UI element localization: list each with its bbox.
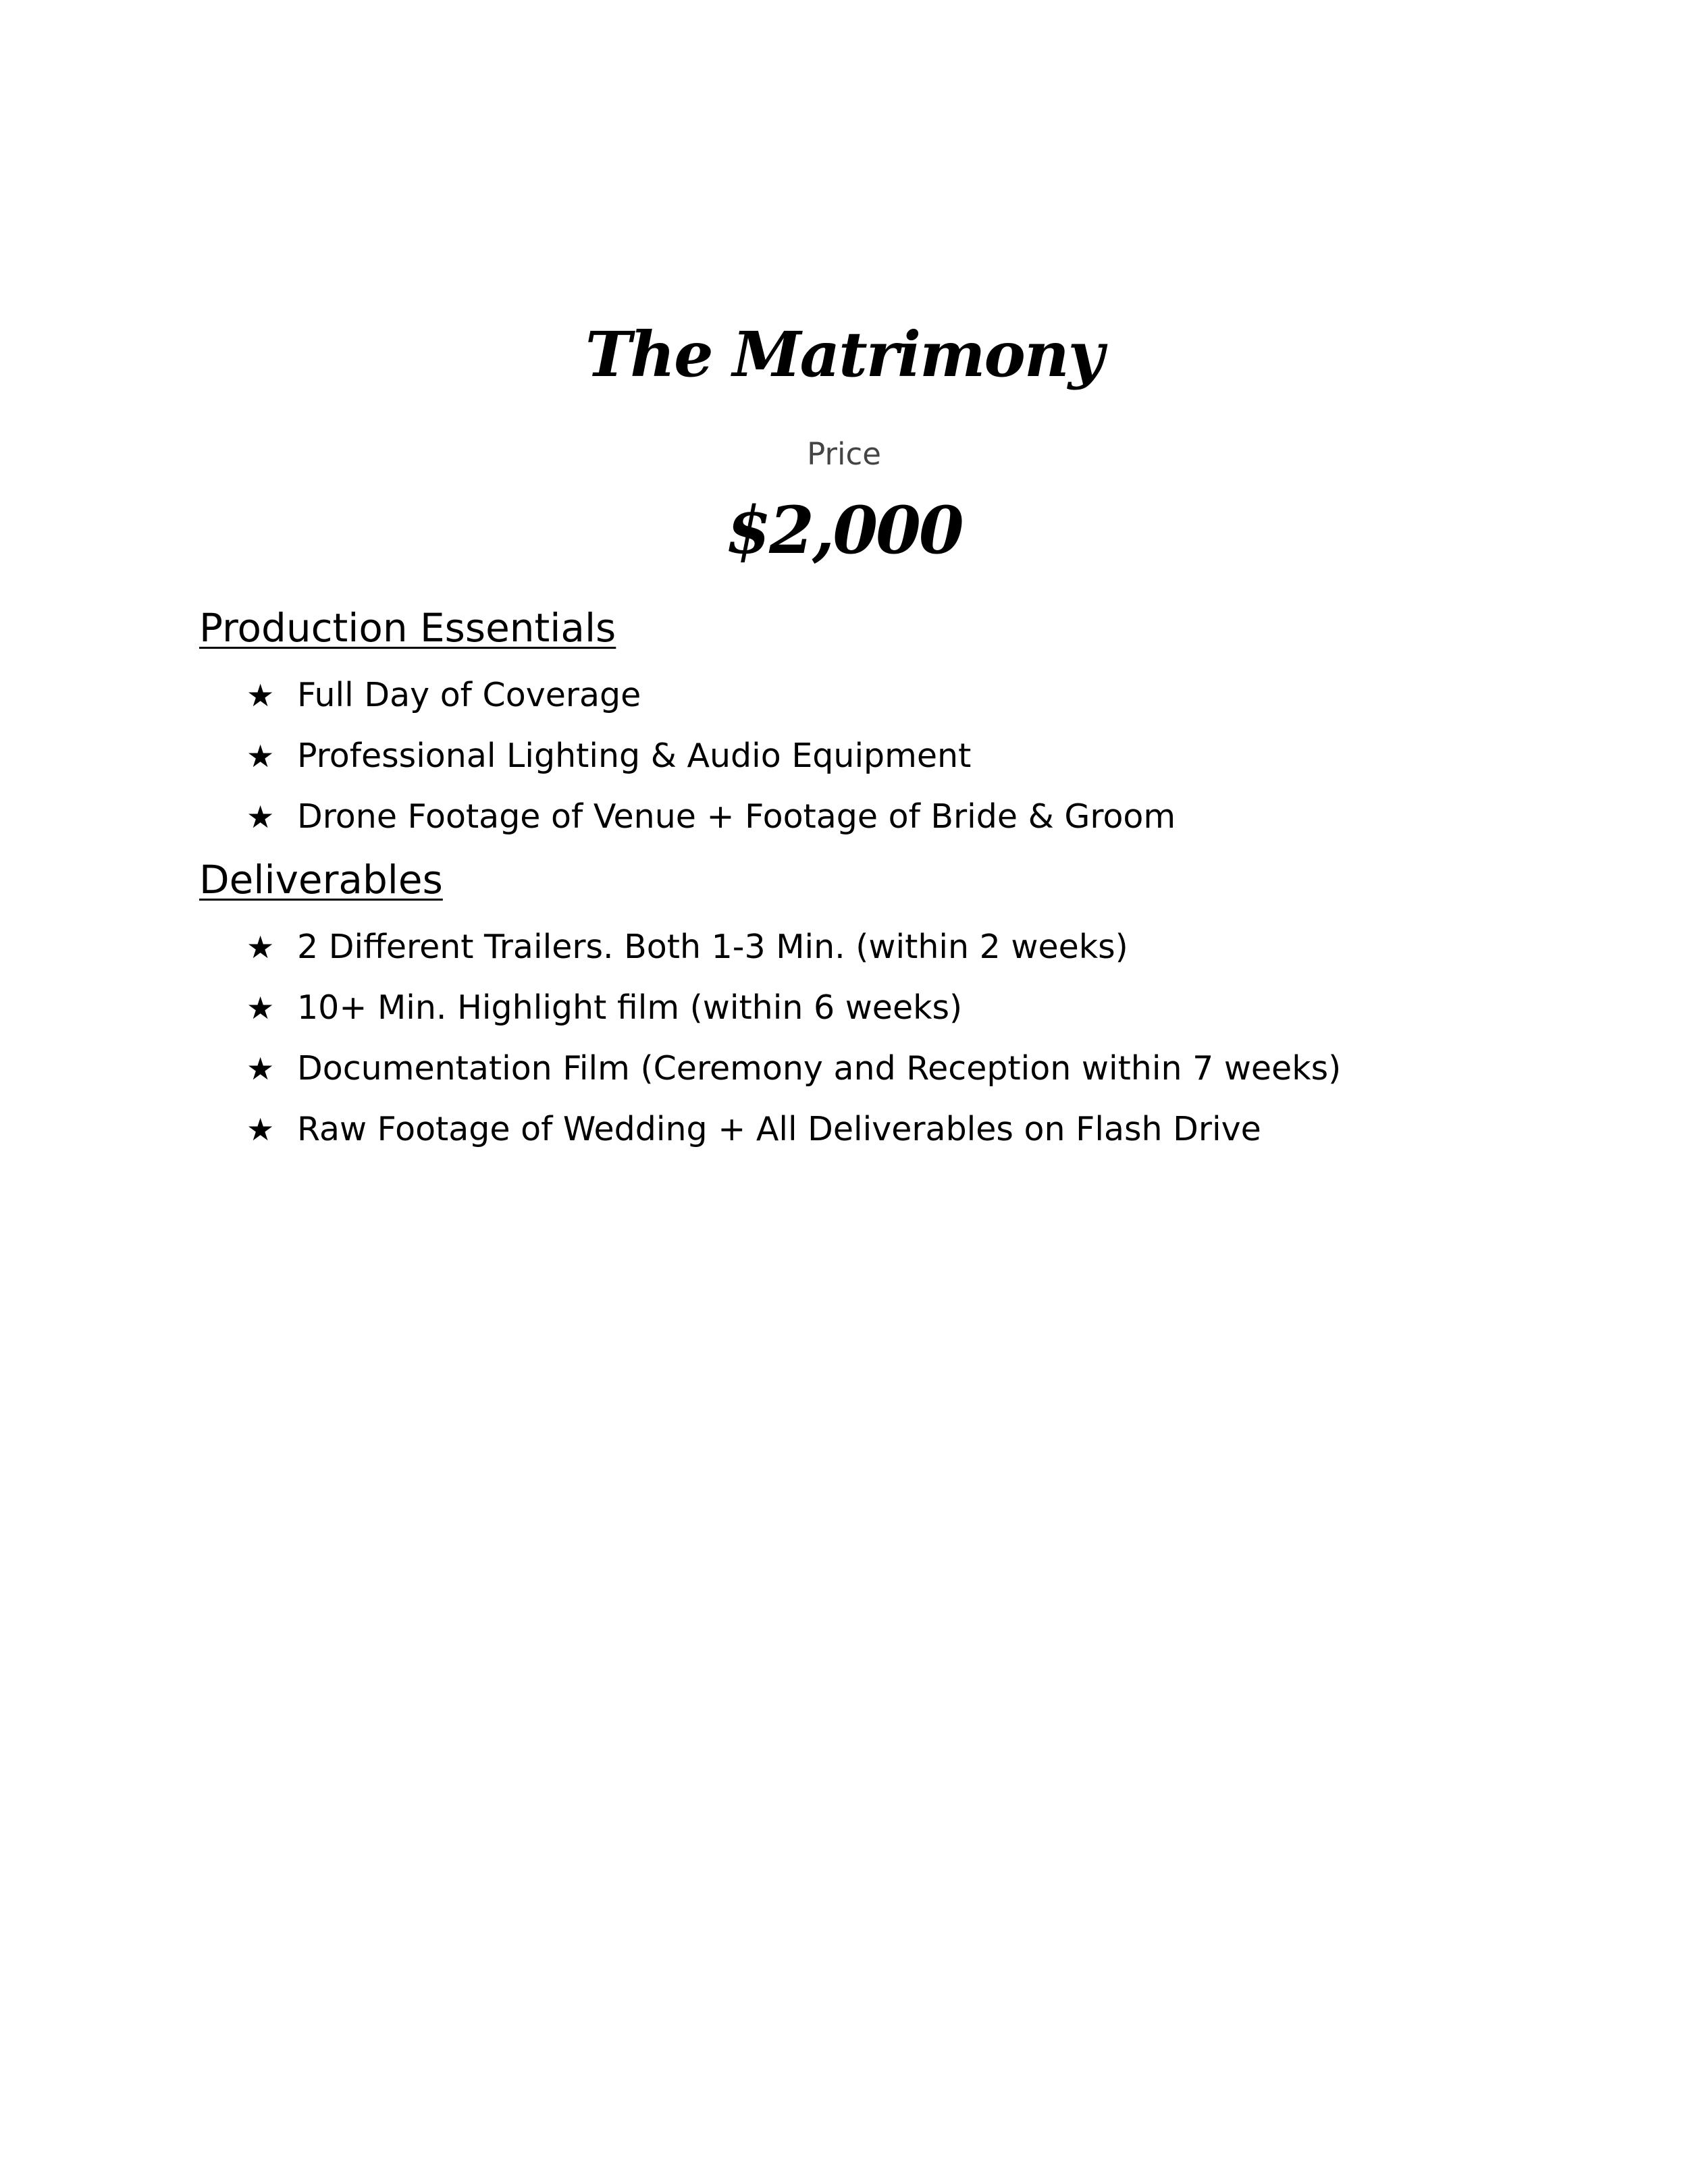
star-bullet-icon: ★ (246, 1111, 275, 1148)
list-item (246, 665, 1176, 726)
deliverables-list (246, 917, 1341, 1160)
star-bullet-icon: ★ (246, 929, 275, 965)
price-value: $2,000 (726, 492, 962, 568)
star-bullet-icon: ★ (246, 990, 275, 1026)
package-title: The Matrimony (585, 318, 1103, 391)
list-item (246, 787, 1176, 847)
list-item (246, 1099, 1341, 1160)
section-heading-deliverables: Deliverables (199, 857, 443, 903)
star-bullet-icon: ★ (246, 1050, 275, 1087)
list-item (246, 726, 1176, 787)
list-item-text: Drone Footage of Venue + Footage of Bride & Groom (297, 797, 1176, 836)
list-item-text: 2 Different Trailers. Both 1-3 Min. (within 2 weeks) (297, 928, 1128, 966)
star-bullet-icon: ★ (246, 738, 275, 774)
list-item (246, 917, 1341, 978)
star-bullet-icon: ★ (246, 799, 275, 835)
list-item-text: Raw Footage of Wedding + All Deliverables on Flash Drive (297, 1110, 1261, 1148)
list-item-text: Professional Lighting & Audio Equipment (297, 737, 972, 775)
list-item-text: Full Day of Coverage (297, 676, 641, 714)
section-heading-production-essentials: Production Essentials (199, 605, 616, 651)
list-item (246, 978, 1341, 1038)
price-label: Price (807, 436, 881, 472)
list-item (246, 1038, 1341, 1099)
list-item-text: Documentation Film (Ceremony and Reception within 7 weeks) (297, 1049, 1342, 1088)
list-item-text: 10+ Min. Highlight film (within 6 weeks) (297, 988, 963, 1027)
star-bullet-icon: ★ (246, 677, 275, 714)
production-essentials-list (246, 665, 1176, 847)
